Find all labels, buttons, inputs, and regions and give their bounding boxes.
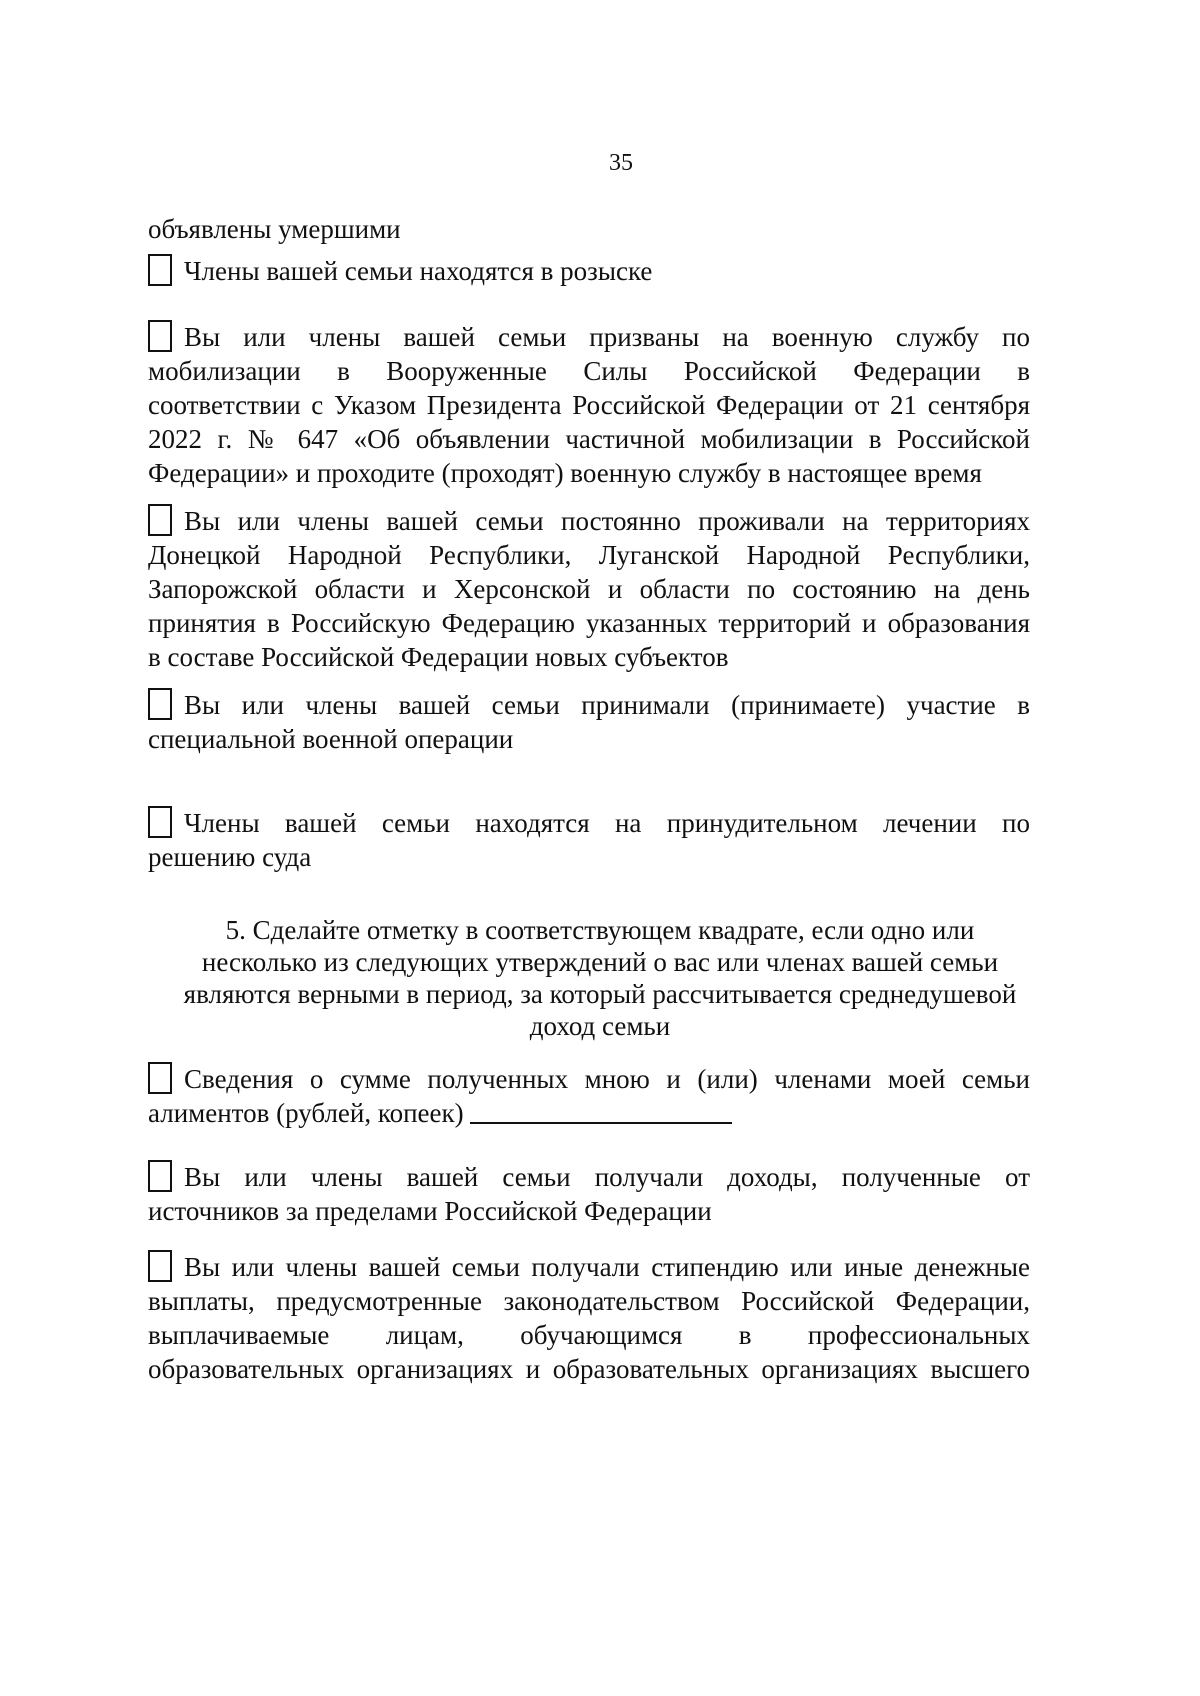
option-line: Сведения о сумме полученных мною и (или) членами моей семьи [148,1062,1030,1096]
section-5-heading [160,914,1040,1042]
option-line: Вы или члены вашей семьи постоянно проживали на территориях [148,504,1030,538]
option-new-territories [148,504,1030,674]
option-alimony [148,1062,1030,1130]
heading-line: несколько из следующих утверждений о вас или членах вашей семьи [201,947,999,977]
option-line: алиментов (рублей, копеек) [148,1096,1030,1130]
option-line: принятия в Российскую Федерацию указанных территорий и образования [148,608,1030,638]
option-line: Вы или члены вашей семьи принимали (принимаете) участие в [148,688,1030,722]
option-line: Запорожской области и Херсонской и области по состоянию на день [148,574,1030,604]
checkbox-compulsory-treatment[interactable] [148,806,172,838]
continuation-text [148,212,1030,246]
option-line: решению суда [148,842,312,872]
checkbox-alimony[interactable] [148,1062,172,1094]
option-line: Вы или члены вашей семьи призваны на военную службу по [148,320,1030,354]
option-line: Вы или члены вашей семьи получали доходы, полученные от [148,1160,1030,1194]
option-line: в составе Российской Федерации новых субъектов [148,642,729,672]
option-line: источников за пределами Российской Федерации [148,1196,712,1226]
option-line: мобилизации в Вооруженные Силы Российской Федерации в [148,356,1030,386]
option-line: Члены вашей семьи находятся в розыске [148,254,1030,288]
option-line: специальной военной операции [148,724,514,754]
heading-line: 5. Сделайте отметку в соответствующем квадрате, если одно или [225,915,975,945]
checkbox-svo-participation[interactable] [148,688,172,720]
checkbox-family-wanted[interactable] [148,254,172,286]
option-family-wanted [148,254,1030,288]
checkbox-scholarship[interactable] [148,1250,172,1282]
option-line: Федерации» и проходите (проходят) военную службу в настоящее время [148,458,982,488]
heading-line: доход семьи [529,1011,671,1041]
option-line: Члены вашей семьи находятся на принудительном лечении по [148,806,1030,840]
option-line: выплаты, предусмотренные законодательством Российской Федерации, [148,1286,1030,1316]
option-line: образовательных организациях и образовательных организациях высшего [148,1354,1030,1384]
continuation-line: объявлены умершими [148,214,401,244]
checkbox-mobilized[interactable] [148,320,172,352]
option-line: выплачиваемые лицам, обучающимся в профессиональных [148,1320,1030,1350]
checkbox-foreign-income[interactable] [148,1160,172,1192]
option-line: 2022 г. № 647 «Об объявлении частичной мобилизации в Российской [148,424,1030,454]
option-compulsory-treatment [148,806,1030,874]
option-mobilized [148,320,1030,490]
heading-line: являются верными в период, за который рассчитывается среднедушевой [183,979,1017,1009]
alimony-amount-field[interactable] [470,1100,732,1124]
option-svo-participation [148,688,1030,756]
option-line: соответствии с Указом Президента Российской Федерации от 21 сентября [148,390,1030,420]
page-number: 35 [609,150,633,176]
checkbox-new-territories[interactable] [148,504,172,536]
option-foreign-income [148,1160,1030,1228]
option-scholarship [148,1250,1030,1386]
option-line: Донецкой Народной Республики, Луганской Народной Республики, [148,540,1030,570]
option-line: Вы или члены вашей семьи получали стипендию или иные денежные [148,1250,1030,1284]
